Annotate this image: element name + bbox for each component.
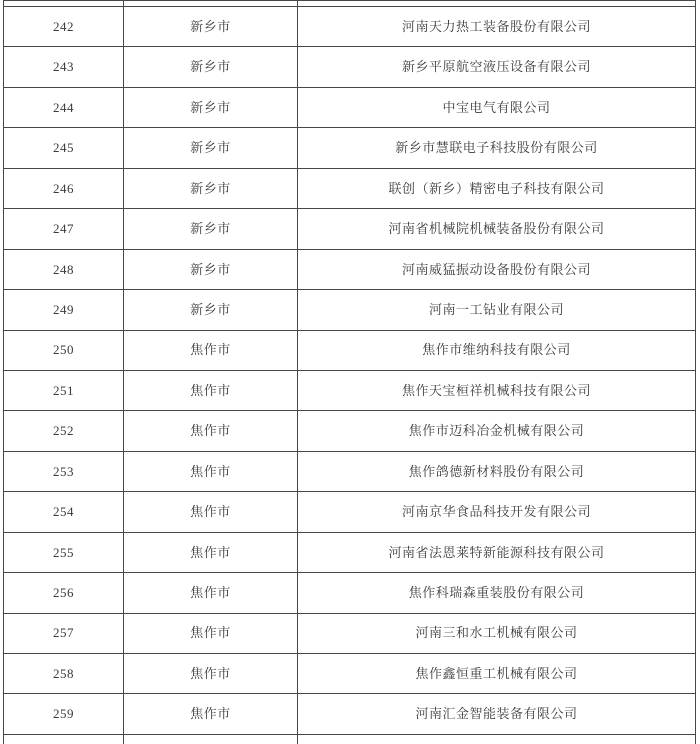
city-cell: 新乡市 bbox=[124, 7, 298, 47]
company-name-cell: 联创（新乡）精密电子科技有限公司 bbox=[298, 168, 696, 208]
row-number-cell: 245 bbox=[4, 128, 124, 168]
table-row bbox=[4, 370, 696, 410]
city-cell: 焦作市 bbox=[124, 694, 298, 734]
table-row bbox=[4, 290, 696, 330]
company-name-cell: 河南三和水工机械有限公司 bbox=[298, 613, 696, 653]
company-name-cell: 焦作市迈科冶金机械有限公司 bbox=[298, 411, 696, 451]
company-name-cell: 河南天力热工装备股份有限公司 bbox=[298, 7, 696, 47]
city-cell: 焦作市 bbox=[124, 330, 298, 370]
city-cell: 新乡市 bbox=[124, 168, 298, 208]
table-row bbox=[4, 209, 696, 249]
city-cell: 新乡市 bbox=[124, 87, 298, 127]
row-number-cell: 243 bbox=[4, 47, 124, 87]
empty-cell bbox=[298, 734, 696, 744]
row-number-cell: 249 bbox=[4, 290, 124, 330]
table-row bbox=[4, 47, 696, 87]
row-number-cell: 248 bbox=[4, 249, 124, 289]
row-number-cell: 254 bbox=[4, 492, 124, 532]
row-number-cell: 257 bbox=[4, 613, 124, 653]
city-cell: 焦作市 bbox=[124, 411, 298, 451]
company-name-cell: 焦作鑫恒重工机械有限公司 bbox=[298, 654, 696, 694]
city-cell: 新乡市 bbox=[124, 47, 298, 87]
table-row bbox=[4, 411, 696, 451]
company-name-cell: 河南京华食品科技开发有限公司 bbox=[298, 492, 696, 532]
table-row bbox=[4, 573, 696, 613]
table-row bbox=[4, 7, 696, 47]
city-cell: 新乡市 bbox=[124, 128, 298, 168]
empty-cell bbox=[4, 734, 124, 744]
company-name-cell: 河南省法恩莱特新能源科技有限公司 bbox=[298, 532, 696, 572]
table-body bbox=[4, 1, 696, 744]
company-name-cell: 新乡平原航空液压设备有限公司 bbox=[298, 47, 696, 87]
row-number-cell: 246 bbox=[4, 168, 124, 208]
company-name-cell: 焦作鸽德新材料股份有限公司 bbox=[298, 451, 696, 491]
empty-cell bbox=[124, 734, 298, 744]
city-cell: 焦作市 bbox=[124, 451, 298, 491]
company-name-cell: 河南一工钻业有限公司 bbox=[298, 290, 696, 330]
partial-row-bottom bbox=[4, 734, 696, 744]
company-name-cell: 焦作天宝桓祥机械科技有限公司 bbox=[298, 370, 696, 410]
city-cell: 新乡市 bbox=[124, 290, 298, 330]
table-row bbox=[4, 128, 696, 168]
table-row bbox=[4, 532, 696, 572]
table-row bbox=[4, 613, 696, 653]
row-number-cell: 244 bbox=[4, 87, 124, 127]
row-number-cell: 250 bbox=[4, 330, 124, 370]
row-number-cell: 252 bbox=[4, 411, 124, 451]
table-row bbox=[4, 330, 696, 370]
company-name-cell: 河南省机械院机械装备股份有限公司 bbox=[298, 209, 696, 249]
row-number-cell: 247 bbox=[4, 209, 124, 249]
table-row bbox=[4, 168, 696, 208]
city-cell: 新乡市 bbox=[124, 249, 298, 289]
row-number-cell: 258 bbox=[4, 654, 124, 694]
company-name-cell: 河南汇金智能装备有限公司 bbox=[298, 694, 696, 734]
table-row bbox=[4, 87, 696, 127]
row-number-cell: 256 bbox=[4, 573, 124, 613]
city-cell: 焦作市 bbox=[124, 370, 298, 410]
city-cell: 焦作市 bbox=[124, 573, 298, 613]
row-number-cell: 253 bbox=[4, 451, 124, 491]
table-row bbox=[4, 451, 696, 491]
table-row bbox=[4, 654, 696, 694]
city-cell: 焦作市 bbox=[124, 532, 298, 572]
row-number-cell: 255 bbox=[4, 532, 124, 572]
city-cell: 焦作市 bbox=[124, 492, 298, 532]
city-cell: 焦作市 bbox=[124, 654, 298, 694]
company-name-cell: 焦作科瑞森重装股份有限公司 bbox=[298, 573, 696, 613]
table-row bbox=[4, 492, 696, 532]
table-row bbox=[4, 249, 696, 289]
company-name-cell: 中宝电气有限公司 bbox=[298, 87, 696, 127]
row-number-cell: 242 bbox=[4, 7, 124, 47]
company-name-cell: 焦作市维纳科技有限公司 bbox=[298, 330, 696, 370]
company-name-cell: 河南威猛振动设备股份有限公司 bbox=[298, 249, 696, 289]
row-number-cell: 259 bbox=[4, 694, 124, 734]
city-cell: 焦作市 bbox=[124, 613, 298, 653]
row-number-cell: 251 bbox=[4, 370, 124, 410]
company-list-table bbox=[3, 0, 696, 744]
city-cell: 新乡市 bbox=[124, 209, 298, 249]
table-row bbox=[4, 694, 696, 734]
company-name-cell: 新乡市慧联电子科技股份有限公司 bbox=[298, 128, 696, 168]
